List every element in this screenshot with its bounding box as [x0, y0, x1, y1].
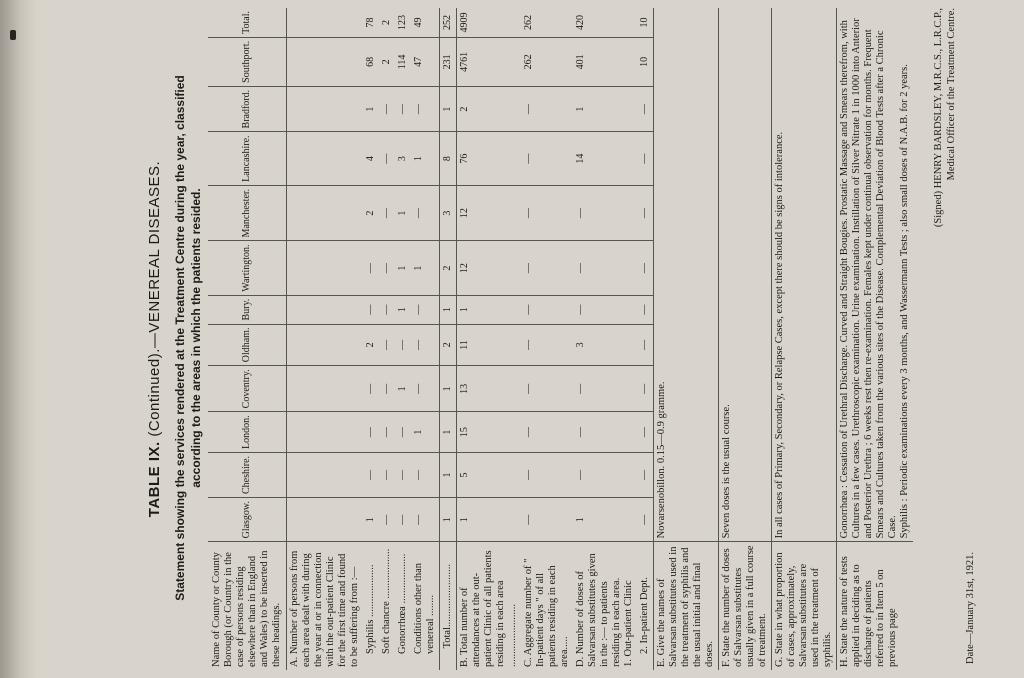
table-cell: — [395, 498, 411, 542]
table-cell: 2 [457, 86, 522, 132]
table-cell: 262 [521, 37, 573, 86]
table-row [772, 8, 837, 670]
table-cell: 4909 [457, 8, 522, 37]
table-cell: — [637, 324, 654, 366]
col-total: Total. [208, 8, 287, 37]
table-cell: 13 [457, 366, 522, 412]
table-title [146, 0, 163, 678]
table-cell: 252 [440, 8, 457, 37]
table-cell: — [521, 324, 573, 366]
table-cell: 3 [440, 185, 457, 241]
table-cell: — [395, 452, 411, 497]
table-title-continued: (Continued).—VENEREAL DISEASES. [146, 160, 163, 437]
section-h-syphilis: Syphilis : Periodic examinations every 3 months, and Wassermann Tests ; also small doses of N.A.B. for 2 years. [899, 64, 910, 539]
table-row [457, 8, 522, 670]
table-cell: 8 [440, 132, 457, 185]
table-cell: 1 [457, 498, 522, 542]
table-cell: 49 [411, 8, 440, 37]
table-cell: 1 [411, 241, 440, 295]
table-cell: — [363, 412, 379, 453]
table-cell: 2 [379, 8, 395, 37]
table-cell: — [637, 295, 654, 324]
table-cell: 114 [395, 37, 411, 86]
table-cell: 401 [573, 37, 637, 86]
table-cell: 1 [411, 132, 440, 185]
table-cell: 15 [457, 412, 522, 453]
signature-line-2: Medical Officer of the Treatment Centre. [946, 8, 957, 181]
table-cell: 3 [573, 324, 637, 366]
section-h-label: H. State the nature of tests applied in deciding as to discharge of patients referred to in Item 5 on previous page [837, 542, 914, 670]
table-row [521, 8, 573, 670]
section-a-heading-row [287, 8, 364, 670]
table-cell: — [379, 86, 395, 132]
table-cell: 10 [637, 8, 654, 37]
row-label-soft-chancre: Soft chancre ................... [381, 548, 392, 654]
table-cell: — [573, 241, 637, 295]
table-cell: — [363, 241, 379, 295]
table-cell: 2 [363, 324, 379, 366]
table-cell: — [363, 366, 379, 412]
table-cell: — [411, 498, 440, 542]
table-cell: 5 [457, 452, 522, 497]
table-cell: 123 [395, 8, 411, 37]
report-date: Date—January 31st, 1921. [965, 552, 976, 664]
table-cell: 14 [573, 132, 637, 185]
section-a-label: A. Number of persons from each area dealt with during the year at or in connection with the out-patient Clinic for the first time and found to be suffering from :— [289, 550, 360, 667]
table-row [411, 8, 440, 670]
table-cell: — [363, 295, 379, 324]
table-cell: — [637, 452, 654, 497]
col-bury: Bury. [208, 295, 287, 324]
table-cell: 420 [573, 8, 637, 37]
table-cell: 3 [395, 132, 411, 185]
table-cell: 1 [440, 452, 457, 497]
table-cell: — [573, 295, 637, 324]
table-cell: — [379, 295, 395, 324]
table-cell: — [521, 185, 573, 241]
table-cell: 1 [395, 241, 411, 295]
table-cell: — [521, 241, 573, 295]
table-cell: 68 [363, 37, 379, 86]
section-f-answer: Seven doses is the usual course. [719, 8, 772, 542]
table-cell: — [573, 185, 637, 241]
table-cell: 10 [637, 37, 654, 86]
signature-line-1: (Signed) HENRY BARDSLEY, M.R.C.S., L.R.C.P., [933, 8, 944, 228]
table-subtitle: Statement showing the services rendered at the Treatment Centre during the year, classified according to the areas in which the patients resided. [173, 75, 203, 601]
row-label-gonorrhoea: Gonorrhœa ................... [397, 553, 408, 654]
table-cell: 1 [363, 86, 379, 132]
table-cell: — [521, 86, 573, 132]
table-cell: — [411, 295, 440, 324]
table-cell: — [521, 412, 573, 453]
table-cell: 11 [457, 324, 522, 366]
section-h-answer [837, 8, 914, 542]
section-b-label: B. Total number of attendances at the out-patient Clinic of all patients residing in each area ........................ [457, 542, 522, 670]
table-cell: — [521, 498, 573, 542]
header-note: Name of County or County Borough (or Country in the case of persons residing elsewhere than in England and Wales) to be inserted in these headings. [208, 542, 287, 670]
table-row [654, 8, 719, 670]
table-cell: — [521, 366, 573, 412]
table-cell: — [637, 132, 654, 185]
row-label-total: Total........................ [440, 542, 457, 670]
table-cell: — [637, 241, 654, 295]
table-row [837, 8, 914, 670]
table-cell: 2 [440, 324, 457, 366]
row-label-syphilis: Syphilis .................... [365, 564, 376, 654]
col-wartington: Wartington. [208, 241, 287, 295]
table-cell: — [395, 412, 411, 453]
table-row [637, 8, 654, 670]
table-cell: 2 [379, 37, 395, 86]
table-cell: 1 [457, 295, 522, 324]
table-cell: — [363, 452, 379, 497]
table-cell: — [573, 366, 637, 412]
table-cell: — [379, 185, 395, 241]
table-cell: 1 [395, 295, 411, 324]
table-cell: 1 [395, 366, 411, 412]
table-cell: — [379, 241, 395, 295]
section-h-gonorrhoea: Gonorrhœa : Cessation of Urethral Discharge. Curved and Straight Bougies. Prostatic Massage and Smears therefrom, with Cultures in a few cases. Urethroscopic examination. Urine examination. Instillation of Silver Nitrate 1 in 1000 into Anterior and Posterior Urethra ; 6 weeks rest then re-examination. Females kept under continual observation for months. Frequent Smears and Cultures taken from the various sites of the Disease. Complemental Deviation of Blood Tests after a Chronic Case. [839, 18, 898, 539]
table-cell: — [379, 498, 395, 542]
col-manchester: Manchester. [208, 185, 287, 241]
col-oldham: Oldham. [208, 324, 287, 366]
table-cell: 76 [457, 132, 522, 185]
total-row [440, 8, 457, 670]
table-cell: 1 [440, 366, 457, 412]
table-cell: 2 [440, 241, 457, 295]
section-d-text: D. Number of doses of Salvarsan substitutes given in the :— to patients residing in each area. [575, 553, 622, 667]
table-cell: 262 [521, 8, 573, 37]
table-cell: 4 [363, 132, 379, 185]
section-e-answer: Novarsenobillon. 0.15—0.9 gramme. [654, 8, 719, 542]
table-cell: — [411, 86, 440, 132]
table-cell: 12 [457, 241, 522, 295]
table-cell: 1 [440, 412, 457, 453]
table-cell: — [411, 324, 440, 366]
table-row [573, 8, 637, 670]
section-d-row2-label: 2. In-patient Dept. [639, 577, 650, 654]
table-cell: — [395, 86, 411, 132]
col-bradford: Bradford. [208, 86, 287, 132]
table-cell: 1 [363, 498, 379, 542]
table-cell: 12 [457, 185, 522, 241]
table-cell: 1 [440, 498, 457, 542]
table-cell: — [379, 132, 395, 185]
table-cell: — [637, 498, 654, 542]
section-d-row1-label: 1. Out-patient Clinic [623, 580, 634, 667]
table-cell: 1 [573, 86, 637, 132]
section-g-answer: In all cases of Primary, Secondary, or Relapse Cases, except there should be signs of intolerance. [772, 8, 837, 542]
table-cell: — [573, 412, 637, 453]
table-row [379, 8, 395, 670]
table-cell: 1 [440, 86, 457, 132]
table-row [395, 8, 411, 670]
table-row [363, 8, 379, 670]
table-cell: 78 [363, 8, 379, 37]
table-cell: — [637, 185, 654, 241]
section-c-label: C. Aggregate number of " In-patient days " of all patients residing in each area..... [523, 558, 570, 667]
table-cell: — [379, 324, 395, 366]
table-cell: — [521, 452, 573, 497]
section-d-label [573, 542, 637, 670]
table-row [719, 8, 772, 670]
table-cell: 2 [363, 185, 379, 241]
table-cell: — [521, 295, 573, 324]
table-cell: — [379, 366, 395, 412]
row-label-other-conditions: Conditions other than venereal ........ [413, 563, 436, 654]
table-cell: 1 [411, 412, 440, 453]
table-cell: — [379, 412, 395, 453]
table-cell: 231 [440, 37, 457, 86]
section-e-label: E. Give the names of Salvarsan substitutes used in the treatment of syphilis and the usual initial and final doses. [654, 542, 719, 670]
table-cell: — [411, 366, 440, 412]
table-cell: 1 [395, 185, 411, 241]
venereal-diseases-table [208, 8, 913, 670]
table-cell: 4761 [457, 37, 522, 86]
signature-block [932, 8, 958, 298]
col-glasgow: Glasgow. [208, 498, 287, 542]
col-lancashire: Lancashire. [208, 132, 287, 185]
table-cell: 1 [573, 498, 637, 542]
table-cell: — [637, 366, 654, 412]
table-title-main: TABLE IX. [146, 441, 163, 518]
table-cell: — [573, 452, 637, 497]
table-cell: — [637, 412, 654, 453]
table-cell: — [411, 185, 440, 241]
col-london: London. [208, 412, 287, 453]
table-cell: — [411, 452, 440, 497]
section-g-label: G. State in what proportion of cases, approximately, Salvarsan substitutes are used in the treatment of syphilis. [772, 542, 837, 670]
table-cell: — [637, 86, 654, 132]
table-cell: 47 [411, 37, 440, 86]
section-f-label: F. State the number of doses of Salvarsan substitutes usually given in a full course of treatment. [719, 542, 772, 670]
table-cell: — [395, 324, 411, 366]
col-coventry: Coventry. [208, 366, 287, 412]
table-cell: — [521, 132, 573, 185]
col-cheshire: Cheshire. [208, 452, 287, 497]
col-southport: Southport. [208, 37, 287, 86]
table-cell: — [379, 452, 395, 497]
table-cell: 1 [440, 295, 457, 324]
header-row [208, 8, 287, 670]
